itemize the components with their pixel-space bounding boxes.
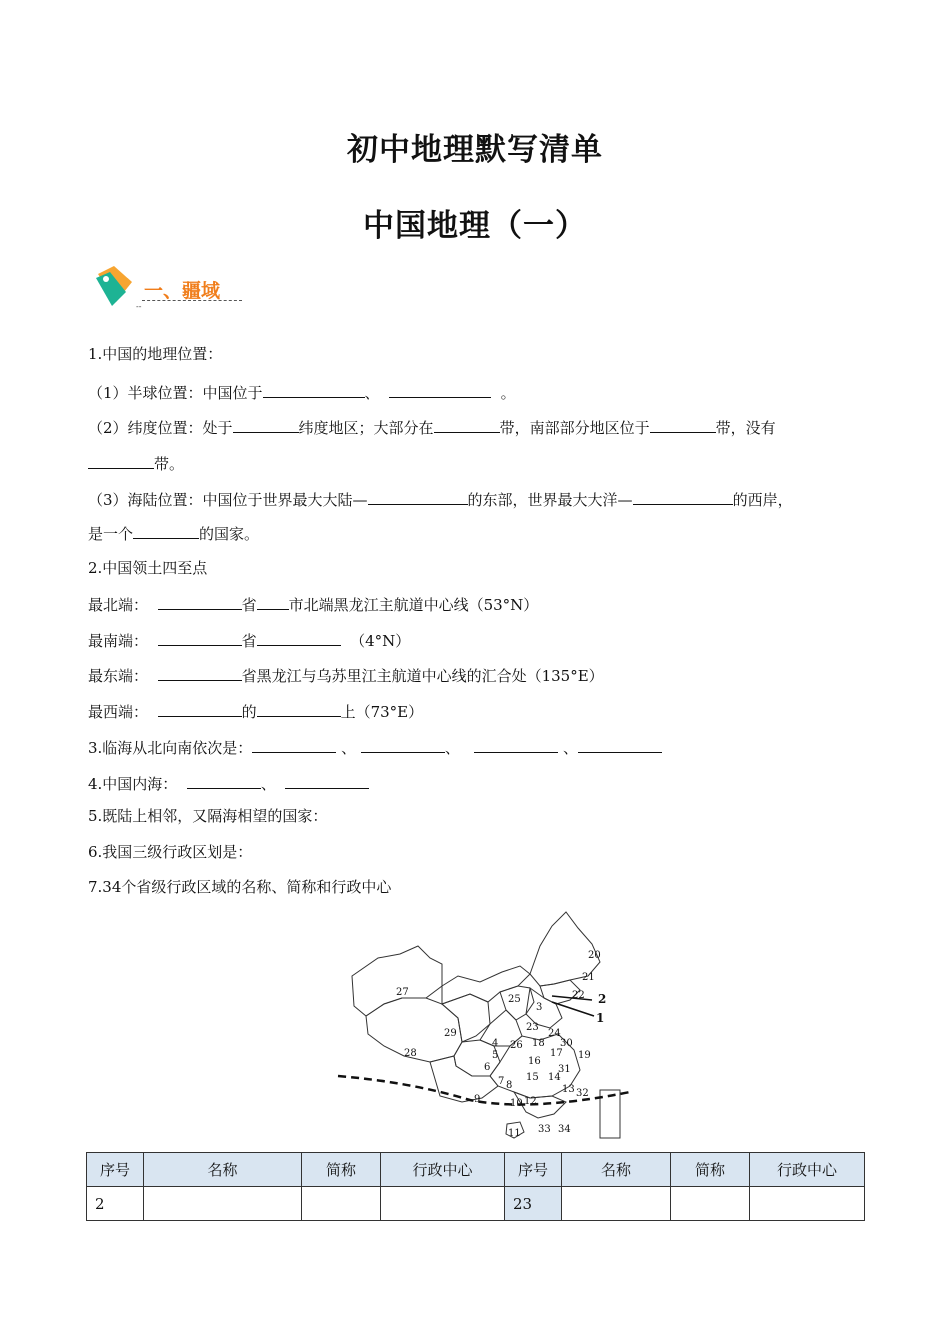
map-label: 32 — [576, 1088, 589, 1099]
answer-blank[interactable] — [233, 416, 299, 433]
map-label: 30 — [560, 1038, 573, 1049]
answer-blank[interactable] — [578, 736, 662, 753]
answer-blank[interactable] — [158, 700, 242, 717]
map-label: 3 — [536, 1002, 543, 1013]
map-label: 29 — [444, 1028, 457, 1039]
q4-inland-seas: 4.中国内海： 、 — [88, 772, 369, 794]
answer-blank[interactable] — [257, 700, 341, 717]
answer-blank[interactable] — [474, 736, 558, 753]
answer-blank[interactable] — [633, 488, 733, 505]
answer-blank[interactable] — [368, 488, 468, 505]
table-cell[interactable] — [381, 1187, 505, 1221]
table-cell[interactable] — [750, 1187, 865, 1221]
answer-blank[interactable] — [361, 736, 445, 753]
china-province-map — [330, 906, 630, 1146]
answer-blank[interactable] — [158, 629, 242, 646]
answer-blank[interactable] — [285, 772, 369, 789]
province-table — [86, 1152, 865, 1221]
answer-blank[interactable] — [650, 416, 716, 433]
map-label: 23 — [526, 1022, 539, 1033]
table-cell[interactable] — [302, 1187, 381, 1221]
column-header: 行政中心 — [381, 1153, 505, 1187]
column-header: 行政中心 — [750, 1153, 865, 1187]
map-label: 11 — [508, 1128, 521, 1139]
q1-latitude-cont: 带。 — [88, 452, 184, 474]
column-header: 序号 — [505, 1153, 562, 1187]
map-label: 2 — [598, 992, 607, 1006]
map-label: 5 — [492, 1050, 499, 1061]
map-label: 24 — [548, 1028, 561, 1039]
q3-seas: 3.临海从北向南依次是： 、 、 、 — [88, 736, 662, 758]
q2-west: 最西端： 的 上（73°E） — [88, 700, 423, 722]
q2-heading: 2.中国领土四至点 — [88, 559, 208, 577]
answer-blank[interactable] — [389, 381, 491, 398]
map-label: 18 — [532, 1038, 545, 1049]
map-label: 12 — [524, 1096, 537, 1107]
table-cell[interactable] — [671, 1187, 750, 1221]
map-label: 34 — [558, 1124, 571, 1135]
q1-landsea-cont: 是一个 的国家。 — [88, 522, 259, 544]
q1-landsea: （3）海陆位置：中国位于世界最大大陆— 的东部，世界最大大洋— 的西岸， — [88, 488, 793, 510]
map-label: 31 — [558, 1064, 571, 1075]
table-cell: 23 — [505, 1187, 562, 1221]
q5-neighbors: 5.既陆上相邻，又隔海相望的国家： — [88, 807, 328, 825]
column-header: 序号 — [87, 1153, 144, 1187]
q1-latitude: （2）纬度位置：处于 纬度地区；大部分在 带，南部部分地区位于 带，没有 — [88, 416, 776, 438]
map-label: 22 — [572, 990, 585, 1001]
map-label: 10 — [510, 1098, 523, 1109]
q7-provinces: 7.34个省级行政区域的名称、简称和行政中心 — [88, 878, 392, 896]
answer-blank[interactable] — [263, 381, 365, 398]
answer-blank[interactable] — [187, 772, 261, 789]
answer-blank[interactable] — [88, 452, 154, 469]
column-header: 名称 — [562, 1153, 671, 1187]
map-label: 26 — [510, 1040, 523, 1051]
map-label: 15 — [526, 1072, 539, 1083]
map-label: 8 — [506, 1080, 513, 1091]
map-label: 14 — [548, 1072, 561, 1083]
section-divider — [142, 300, 242, 301]
section-heading — [92, 262, 252, 312]
table-cell: 2 — [87, 1187, 144, 1221]
column-header: 名称 — [144, 1153, 302, 1187]
q2-south: 最南端： 省 （4°N） — [88, 629, 410, 651]
answer-blank[interactable] — [252, 736, 336, 753]
answer-blank[interactable] — [434, 416, 500, 433]
map-label: 6 — [484, 1062, 491, 1073]
map-label: 16 — [528, 1056, 541, 1067]
page-subtitle: 中国地理（一） — [363, 208, 587, 244]
column-header: 简称 — [671, 1153, 750, 1187]
q6-admin: 6.我国三级行政区划是： — [88, 843, 253, 861]
map-label: 17 — [550, 1048, 563, 1059]
tag-icon — [92, 262, 138, 308]
map-label: 7 — [498, 1076, 505, 1087]
map-label: 28 — [404, 1048, 417, 1059]
q1-heading: 1.中国的地理位置： — [88, 345, 223, 363]
answer-blank[interactable] — [257, 629, 341, 646]
map-label: 20 — [588, 950, 601, 961]
q1-hemisphere: （1）半球位置：中国位于 、 。 — [88, 381, 516, 403]
q2-east: 最东端： 省黑龙江与乌苏里江主航道中心线的汇合处（135°E） — [88, 664, 604, 686]
map-label: 27 — [396, 987, 409, 998]
map-label: 1 — [596, 1011, 605, 1025]
column-header: 简称 — [302, 1153, 381, 1187]
map-label: 19 — [578, 1050, 591, 1061]
section-label: 一、疆域 — [144, 280, 221, 302]
map-label: 25 — [508, 994, 521, 1005]
table-row — [87, 1187, 865, 1221]
answer-blank[interactable] — [158, 664, 242, 681]
page-title: 初中地理默写清单 — [347, 132, 603, 168]
map-label: 13 — [562, 1084, 575, 1095]
q2-north: 最北端： 省 市北端黑龙江主航道中心线（53°N） — [88, 593, 538, 615]
map-label: 33 — [538, 1124, 551, 1135]
map-label: 9 — [474, 1094, 481, 1105]
table-header-row — [87, 1153, 865, 1187]
map-label: 21 — [582, 972, 595, 983]
table-cell[interactable] — [144, 1187, 302, 1221]
answer-blank[interactable] — [158, 593, 242, 610]
map-label: 4 — [492, 1038, 499, 1049]
table-cell[interactable] — [562, 1187, 671, 1221]
answer-blank[interactable] — [257, 593, 289, 610]
answer-blank[interactable] — [133, 522, 199, 539]
section-tick: -- — [136, 302, 142, 311]
